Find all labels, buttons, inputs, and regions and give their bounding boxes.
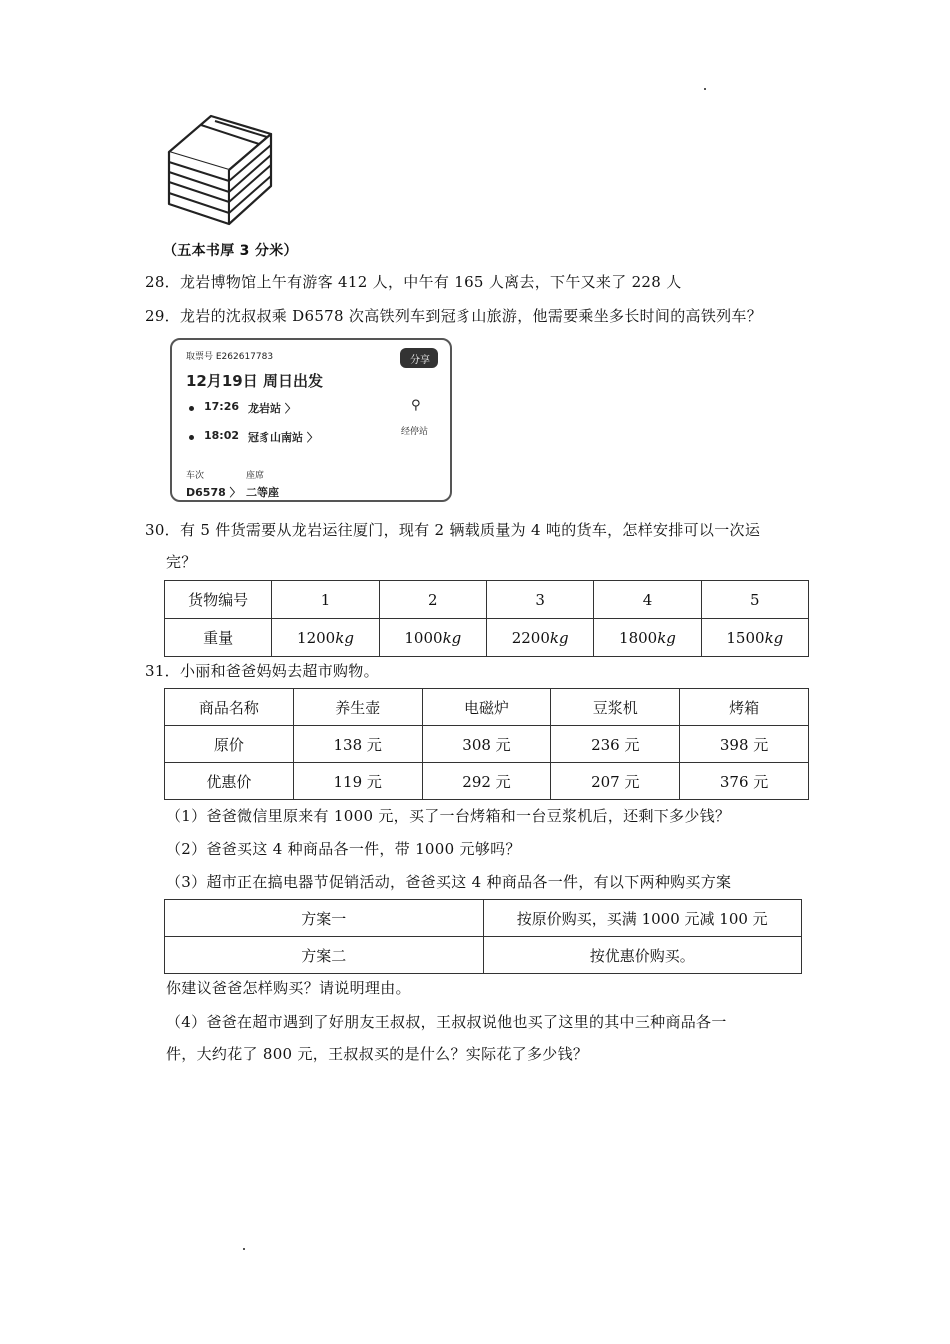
table-row-label: 重量 [165,619,272,657]
table-header-cell: 5 [701,581,808,619]
table-cell: 236 元 [551,726,680,763]
table-row [165,900,802,937]
table-cell: 308 元 [422,726,551,763]
location-pin-icon: ⚲ [411,398,421,413]
depart-dot-icon [189,406,194,411]
train-ticket-image [170,338,452,502]
sub-question-3: （3）超市正在搞电器节促销活动，爸爸买这 4 种商品各一件，有以下两种购买方案 [166,873,732,891]
plan-detail: 按优惠价购买。 [483,937,802,974]
question-28: 28．龙岩博物馆上午有游客 412 人，中午有 165 人离去，下午又来了 228 人 [145,273,682,291]
table-cell [272,619,379,657]
table-row [165,937,802,974]
weight-value: 2200 [511,628,550,647]
sub-question-4-line2: 件，大约花了 800 元，王叔叔买的是什么？实际花了多少钱？ [166,1045,589,1063]
question-31: 31．小丽和爸爸妈妈去超市购物。 [145,662,379,680]
ticket-share-label: 分享 [410,355,430,366]
table-header-cell: 3 [486,581,593,619]
table-cell: 119 元 [293,763,422,800]
table-row-label: 原价 [165,726,294,763]
ticket-seat: 二等座 [246,486,279,499]
table-cell [486,619,593,657]
table-row [165,689,809,726]
table-cell [701,619,808,657]
table-cell: 138 元 [293,726,422,763]
ticket-train-no: D6578 〉 [186,486,241,499]
weight-value: 1000 [404,628,443,647]
table-row-label: 优惠价 [165,763,294,800]
plan-detail: 按原价购买，买满 1000 元减 100 元 [483,900,802,937]
table-cell [594,619,701,657]
table-cell: 398 元 [680,726,809,763]
plan-name: 方案一 [165,900,484,937]
plan-name: 方案二 [165,937,484,974]
table-row [165,619,809,657]
ticket-depart-station: 龙岩站 〉 [248,402,296,415]
table-row [165,763,809,800]
table-header-cell: 豆浆机 [551,689,680,726]
weight-value: 1800 [619,628,658,647]
purchase-plan-table [164,899,802,974]
sub-question-4-line1: （4）爸爸在超市遇到了好朋友王叔叔，王叔叔说他也买了这里的其中三种商品各一 [166,1013,727,1031]
table-header-cell: 1 [272,581,379,619]
table-header-cell: 商品名称 [165,689,294,726]
ticket-arrive-station: 冠豸山南站 〉 [248,431,318,444]
cargo-weight-table [164,580,809,657]
weight-value: 1200 [297,628,336,647]
arrive-dot-icon [189,435,194,440]
suggest-question: 你建议爸爸怎样购买？请说明理由。 [166,979,411,997]
ticket-arrive-time: 18:02 [204,429,240,442]
books-caption: （五本书厚 3 分米） [163,243,298,259]
table-cell: 292 元 [422,763,551,800]
ticket-seat-label: 座席 [246,471,265,481]
sub-question-1: （1）爸爸微信里原来有 1000 元，买了一台烤箱和一台豆浆机后，还剩下多少钱？ [166,807,731,825]
table-cell: 207 元 [551,763,680,800]
table-cell [379,619,486,657]
question-29: 29．龙岩的沈叔叔乘 D6578 次高铁列车到冠豸山旅游，他需要乘坐多长时间的高铁列车？ [145,307,763,325]
table-header-cell: 2 [379,581,486,619]
table-row [165,726,809,763]
question-30-line1: 30．有 5 件货需要从龙岩运往厦门，现有 2 辆载质量为 4 吨的货车，怎样安排可以一次运 [145,521,761,539]
weight-unit: kg [549,628,569,647]
table-header-cell: 烤箱 [680,689,809,726]
weight-value: 1500 [726,628,765,647]
table-header-cell: 4 [594,581,701,619]
stray-dot [704,88,706,90]
weight-unit: kg [764,628,784,647]
table-header-cell: 货物编号 [165,581,272,619]
ticket-via-stations: 经停站 [401,427,429,437]
ticket-train-label: 车次 [186,471,205,481]
stray-dot [243,1248,245,1250]
sub-question-2: （2）爸爸买这 4 种商品各一件，带 1000 元够吗？ [166,840,521,858]
weight-unit: kg [442,628,462,647]
weight-unit: kg [335,628,354,647]
ticket-depart-time: 17:26 [204,400,240,413]
price-table [164,688,809,800]
book-stack-image [163,112,281,228]
question-30-line2: 完？ [166,553,197,571]
weight-unit: kg [657,628,676,647]
table-row [165,581,809,619]
table-header-cell: 电磁炉 [422,689,551,726]
ticket-order-no: 取票号 E262617783 [186,352,274,362]
ticket-date: 12月19日 周日出发 [186,372,323,390]
table-cell: 376 元 [680,763,809,800]
table-header-cell: 养生壶 [293,689,422,726]
